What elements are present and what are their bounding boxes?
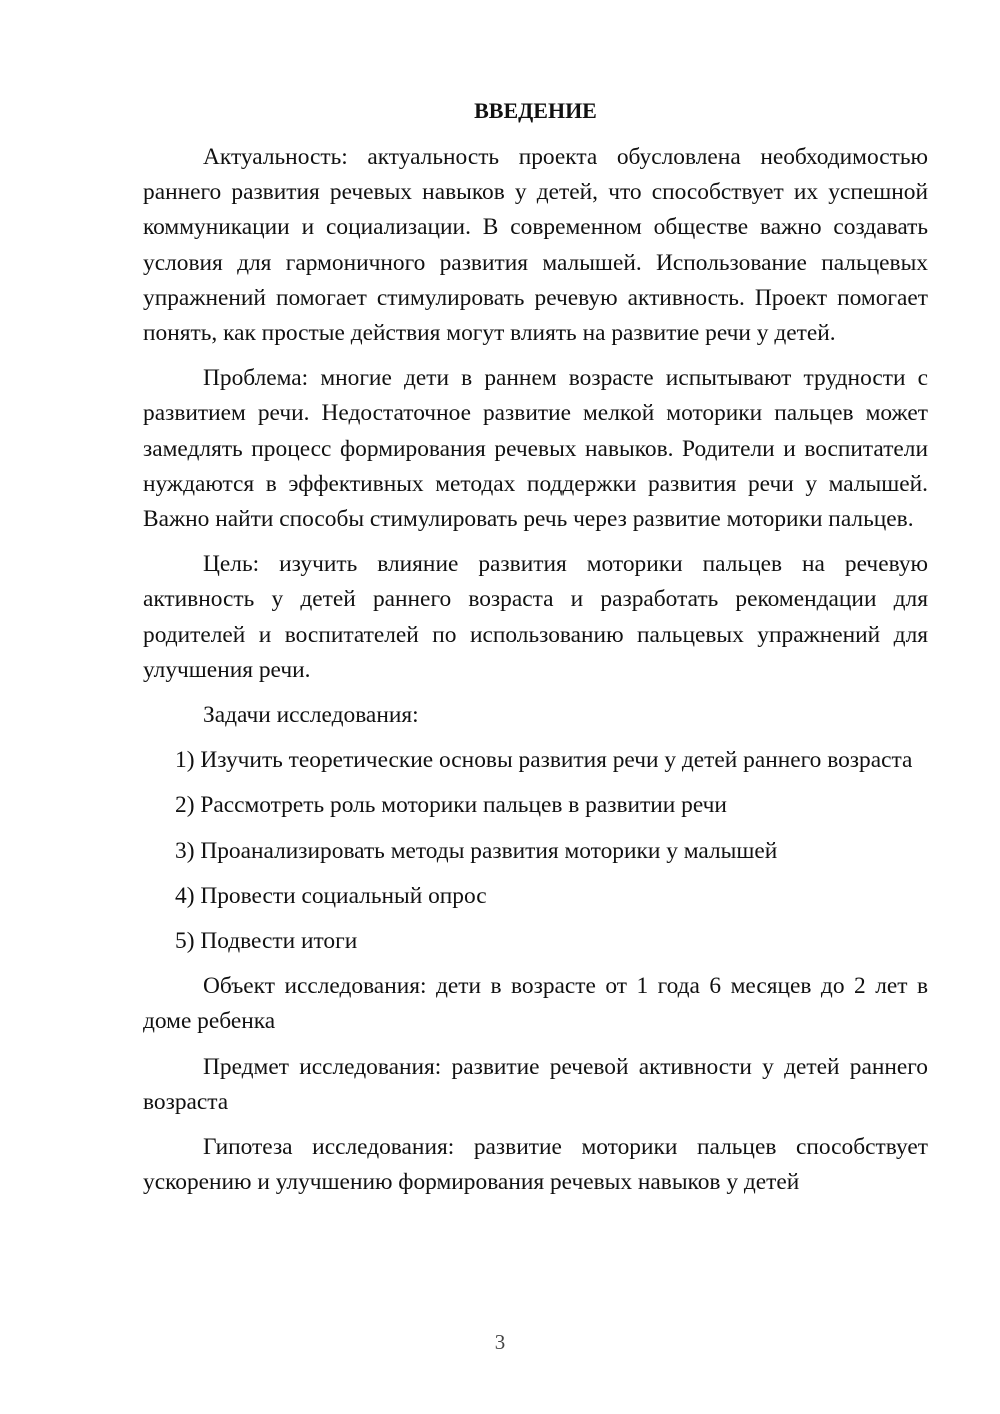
task-item-5: 5) Подвести итоги: [175, 928, 358, 955]
paragraph-hypothesis: Гипотеза исследования: развитие моторики пальцев способствует ускорению и улучшению формирования речевых навыков у детей: [143, 1134, 928, 1196]
page-heading: ВВЕДЕНИЕ: [474, 98, 597, 123]
task-item-1: 1) Изучить теоретические основы развития речи у детей раннего возраста: [175, 747, 913, 774]
tasks-label: Задачи исследования:: [203, 702, 419, 729]
task-item-4: 4) Провести социальный опрос: [175, 882, 487, 909]
paragraph-subject: Предмет исследования: развитие речевой активности у детей раннего возраста: [143, 1053, 928, 1115]
page-number: 3: [494, 1330, 506, 1354]
paragraph-object: Объект исследования: дети в возрасте от 1 года 6 месяцев до 2 лет в доме ребенка: [143, 973, 928, 1035]
paragraph-problem: Проблема: многие дети в раннем возрасте испытывают трудности с развитием речи. Недостаточное развитие мелкой моторики пальцев может замедлять процесс формирования речевых навыков. Родители и воспитатели нуждаются в эффективных методах поддержки развития речи у малышей. Важно найти способы стимулировать речь через развитие моторики пальцев.: [143, 365, 928, 533]
task-item-3: 3) Проанализировать методы развития моторики у малышей: [175, 837, 778, 864]
paragraph-goal: Цель: изучить влияние развития моторики пальцев на речевую активность у детей раннего возраста и разработать рекомендации для родителей и воспитателей по использованию пальцевых упражнений для улучшения речи.: [143, 551, 928, 683]
document-page: [143, 94, 928, 1210]
task-item-2: 2) Рассмотреть роль моторики пальцев в развитии речи: [175, 792, 727, 819]
paragraph-relevance: Актуальность: актуальность проекта обусловлена необходимостью раннего развития речевых навыков у детей, что способствует их успешной коммуникации и социализации. В современном обществе важно создавать условия для гармоничного развития малышей. Использование пальцевых упражнений помогает стимулировать речевую активность. Проект помогает понять, как простые действия могут влиять на развитие речи у детей.: [143, 144, 928, 347]
